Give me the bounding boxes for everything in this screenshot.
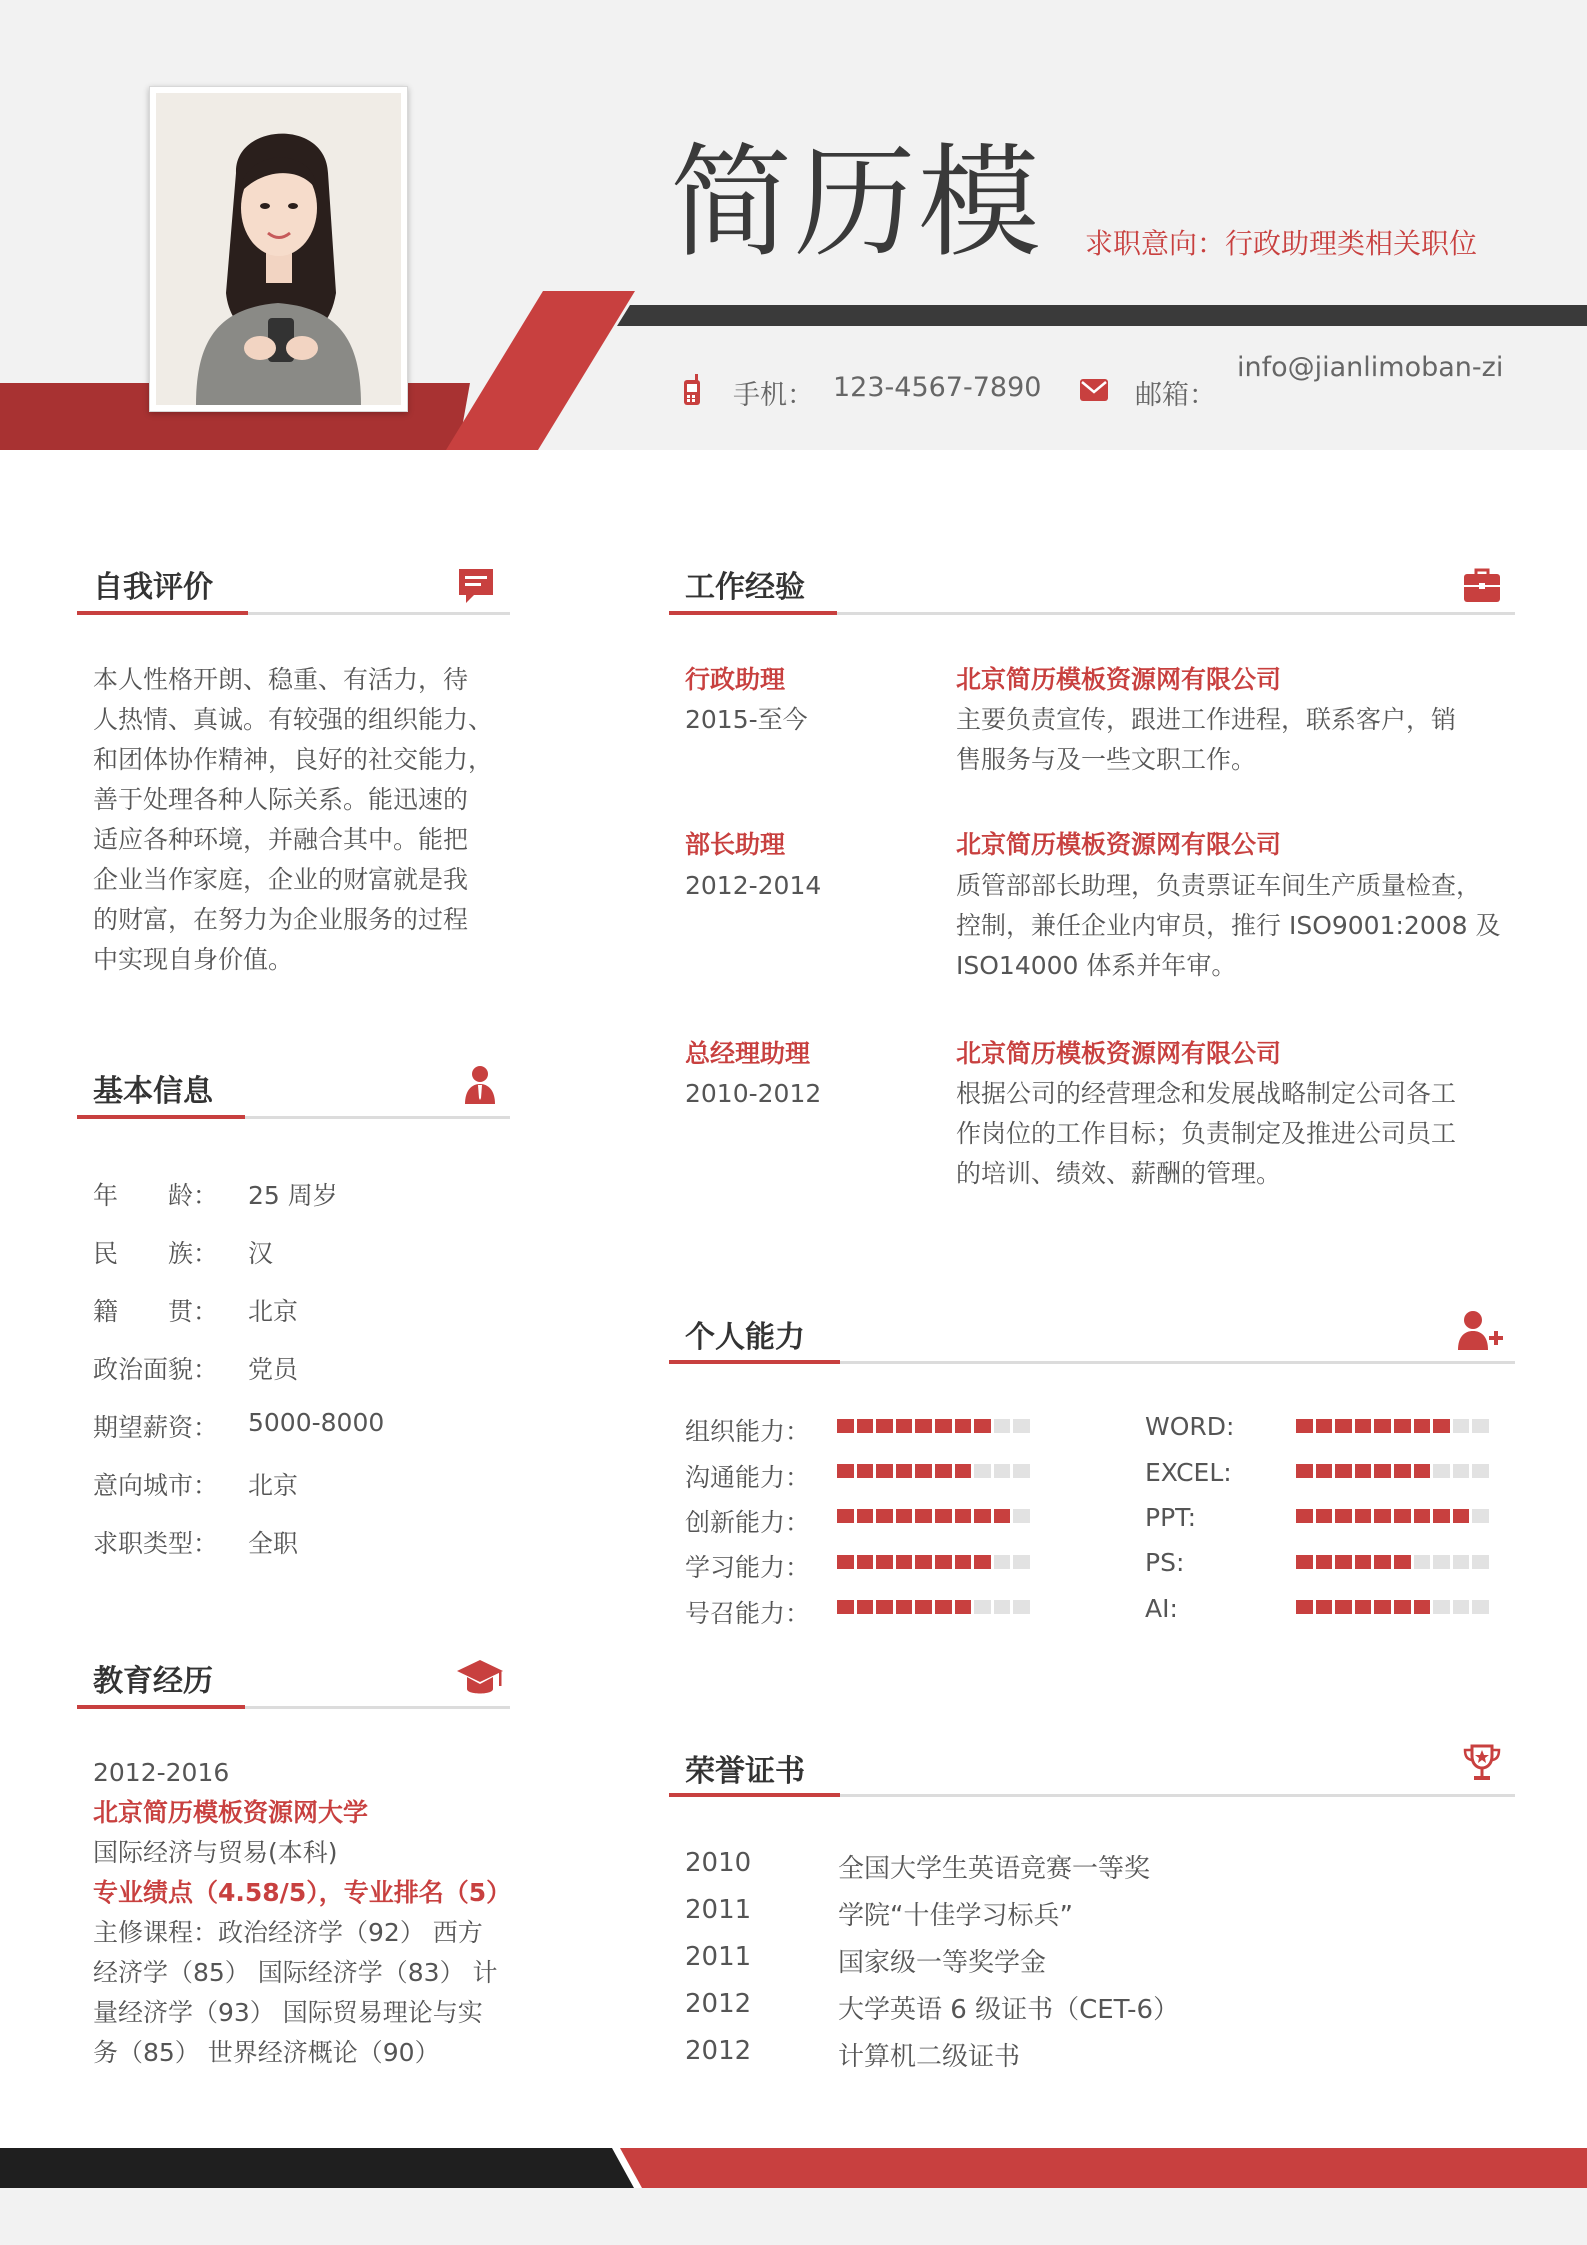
info-value-political: 党员: [248, 1355, 299, 1384]
skill-bar-segment: [955, 1509, 972, 1523]
email-value: info@jianlimoban-zi: [1237, 352, 1504, 383]
info-value-job-type: 全职: [248, 1529, 299, 1558]
skill-bar-segment: [1472, 1509, 1489, 1523]
skill-bar-segment: [1394, 1600, 1411, 1614]
self-eval-line: 适应各种环境，并融合其中。能把: [93, 825, 469, 854]
skill-bar-segment: [935, 1464, 952, 1478]
skill-bar-segment: [1414, 1509, 1431, 1523]
work-title: 工作经验: [685, 570, 805, 605]
skill-bar-segment: [1472, 1464, 1489, 1478]
skill-bar-segment: [1316, 1419, 1333, 1433]
skill-bar-segment: [1355, 1419, 1372, 1433]
info-label-job-type: 求职类型：: [93, 1529, 219, 1558]
skill-bar-segment: [837, 1555, 854, 1569]
skill-label: WORD:: [1145, 1412, 1235, 1441]
skill-bar-segment: [1394, 1464, 1411, 1478]
skill-bar-segment: [1453, 1509, 1470, 1523]
skill-bar-segment: [935, 1555, 952, 1569]
skill-bar-segment: [974, 1555, 991, 1569]
job-position: 部长助理: [685, 830, 786, 859]
skills-title: 个人能力: [685, 1320, 805, 1355]
honors-title: 荣誉证书: [685, 1754, 805, 1789]
honor-year: 2012: [685, 1989, 752, 2019]
job-company: 北京简历模板资源网有限公司: [956, 665, 1282, 694]
skill-bar-segment: [1414, 1555, 1431, 1569]
skill-bar: [1296, 1600, 1489, 1614]
skill-bar: [837, 1600, 1030, 1614]
skill-bar-segment: [896, 1419, 913, 1433]
education-course-line: 主修课程：政治经济学（92） 西方: [93, 1918, 483, 1947]
job-years: 2015-至今: [685, 705, 808, 734]
skill-bar-segment: [1355, 1555, 1372, 1569]
skill-bar-segment: [1316, 1600, 1333, 1614]
skill-bar-segment: [1453, 1419, 1470, 1433]
education-school: 北京简历模板资源网大学: [93, 1798, 369, 1827]
skill-bar-segment: [896, 1464, 913, 1478]
skill-label: EXCEL:: [1145, 1458, 1232, 1487]
job-years: 2010-2012: [685, 1079, 822, 1108]
graduation-cap-icon: [456, 1658, 504, 1698]
skill-bar-segment: [974, 1464, 991, 1478]
skill-bar: [837, 1419, 1030, 1433]
skill-bar-segment: [1414, 1600, 1431, 1614]
skill-bar-segment: [896, 1509, 913, 1523]
skill-bar-segment: [1394, 1555, 1411, 1569]
footer-decoration: [0, 2148, 1587, 2188]
skill-bar-segment: [994, 1464, 1011, 1478]
honor-year: 2010: [685, 1848, 752, 1878]
job-desc-line: 根据公司的经营理念和发展战略制定公司各工: [956, 1079, 1457, 1108]
job-position: 行政助理: [685, 665, 786, 694]
skill-bar-segment: [955, 1555, 972, 1569]
skill-bar-segment: [1013, 1509, 1030, 1523]
info-label-ethnicity: 民 族：: [93, 1239, 219, 1268]
job-company: 北京简历模板资源网有限公司: [956, 830, 1282, 859]
job-desc-line: 质管部部长助理，负责票证车间生产质量检查，: [956, 871, 1482, 900]
skill-bar-segment: [994, 1509, 1011, 1523]
skill-bar-segment: [1335, 1600, 1352, 1614]
skill-bar-segment: [974, 1509, 991, 1523]
skill-bar-segment: [935, 1419, 952, 1433]
skill-bar-segment: [1316, 1555, 1333, 1569]
skill-bar-segment: [1355, 1464, 1372, 1478]
job-desc-line: ISO14000 体系并年审。: [956, 951, 1237, 980]
skill-bar-segment: [1394, 1509, 1411, 1523]
skill-bar-segment: [1453, 1600, 1470, 1614]
skill-bar-segment: [915, 1600, 932, 1614]
honor-text: 大学英语 6 级证书（CET-6）: [838, 1995, 1180, 2025]
skill-bar-segment: [994, 1419, 1011, 1433]
info-value-hometown: 北京: [248, 1297, 299, 1326]
skill-bar-segment: [876, 1600, 893, 1614]
skill-bar-segment: [1433, 1600, 1450, 1614]
skill-bar: [837, 1464, 1030, 1478]
skill-bar-segment: [837, 1419, 854, 1433]
skill-bar-segment: [1355, 1509, 1372, 1523]
email-icon: [1080, 379, 1108, 401]
job-desc-line: 作岗位的工作目标；负责制定及推进公司员工: [956, 1119, 1457, 1148]
profile-photo-frame: [149, 86, 408, 412]
job-position: 总经理助理: [685, 1039, 811, 1068]
skill-bar-segment: [1335, 1509, 1352, 1523]
info-label-hometown: 籍 贯：: [93, 1297, 219, 1326]
job-company: 北京简历模板资源网有限公司: [956, 1039, 1282, 1068]
briefcase-icon: [1462, 566, 1502, 606]
skill-bar-segment: [1472, 1555, 1489, 1569]
skill-bar-segment: [876, 1419, 893, 1433]
skill-bar-segment: [1414, 1419, 1431, 1433]
skill-bar-segment: [1433, 1419, 1450, 1433]
honor-text: 国家级一等奖学金: [838, 1948, 1047, 1978]
info-value-city: 北京: [248, 1471, 299, 1500]
work-divider-accent: [669, 611, 837, 615]
skill-bar-segment: [1374, 1464, 1391, 1478]
trophy-icon: [1462, 1744, 1502, 1784]
basic-info-divider-accent: [77, 1115, 245, 1119]
info-label-political: 政治面貌：: [93, 1355, 219, 1384]
skill-bar-segment: [1335, 1419, 1352, 1433]
skill-bar-segment: [1013, 1419, 1030, 1433]
self-eval-line: 人热情、真诚。有较强的组织能力、: [93, 705, 494, 734]
skill-bar: [837, 1509, 1030, 1523]
self-eval-line: 中实现自身价值。: [93, 945, 294, 974]
job-desc-line: 的培训、绩效、薪酬的管理。: [956, 1159, 1282, 1188]
skill-bar-segment: [1433, 1555, 1450, 1569]
job-desc-line: 控制，兼任企业内审员，推行 ISO9001:2008 及: [956, 911, 1501, 940]
skill-bar-segment: [1472, 1600, 1489, 1614]
info-label-age: 年 龄：: [93, 1181, 219, 1210]
job-desc-line: 售服务与及一些文职工作。: [956, 745, 1257, 774]
self-eval-line: 和团体协作精神，良好的社交能力，: [93, 745, 494, 774]
skill-bar: [1296, 1509, 1489, 1523]
skill-bar-segment: [876, 1464, 893, 1478]
skill-bar-segment: [1355, 1600, 1372, 1614]
skill-bar: [837, 1555, 1030, 1569]
self-eval-line: 的财富，在努力为企业服务的过程: [93, 905, 469, 934]
skill-bar-segment: [1296, 1555, 1313, 1569]
skill-bar-segment: [1374, 1419, 1391, 1433]
skill-bar-segment: [915, 1509, 932, 1523]
phone-icon: [681, 374, 703, 406]
skill-bar-segment: [857, 1509, 874, 1523]
skill-bar: [1296, 1419, 1489, 1433]
skill-bar-segment: [1296, 1464, 1313, 1478]
header-slant-red: [446, 291, 635, 450]
skill-bar-segment: [1296, 1600, 1313, 1614]
skill-bar-segment: [1394, 1419, 1411, 1433]
skill-bar-segment: [1472, 1419, 1489, 1433]
self-eval-divider-accent: [77, 611, 248, 615]
skill-bar-segment: [915, 1555, 932, 1569]
honors-divider-accent: [669, 1793, 840, 1797]
skill-bar-segment: [1374, 1509, 1391, 1523]
education-gpa: 专业绩点（4.58/5），专业排名（5）: [93, 1878, 512, 1907]
job-description: [956, 700, 1516, 780]
honor-year: 2011: [685, 1942, 752, 1972]
skill-label: PPT:: [1145, 1503, 1197, 1532]
skill-bar: [1296, 1555, 1489, 1569]
self-eval-title: 自我评价: [93, 570, 213, 605]
skill-bar: [1296, 1464, 1489, 1478]
header-bar-dark: [617, 305, 1587, 326]
skill-bar-segment: [915, 1464, 932, 1478]
skill-bar-segment: [837, 1509, 854, 1523]
education-title: 教育经历: [93, 1664, 213, 1699]
email-label: 邮箱：: [1135, 380, 1216, 411]
skill-bar-segment: [1453, 1464, 1470, 1478]
job-intent: 求职意向：行政助理类相关职位: [1085, 227, 1478, 260]
education-course-line: 务（85） 世界经济概论（90）: [93, 2038, 440, 2067]
skill-bar-segment: [935, 1600, 952, 1614]
skill-bar-segment: [955, 1419, 972, 1433]
skill-bar-segment: [857, 1464, 874, 1478]
skill-bar-segment: [1013, 1555, 1030, 1569]
skill-label: 号召能力：: [685, 1599, 811, 1628]
phone-label: 手机：: [733, 380, 814, 411]
footer-background: [0, 2188, 1587, 2245]
info-value-age: 25 周岁: [248, 1181, 338, 1210]
education-course-line: 经济学（85） 国际经济学（83） 计: [93, 1958, 498, 1987]
skill-bar-segment: [1316, 1464, 1333, 1478]
skill-bar-segment: [1316, 1509, 1333, 1523]
honor-year: 2012: [685, 2036, 752, 2066]
info-value-salary: 5000-8000: [248, 1408, 385, 1437]
self-eval-line: 企业当作家庭，企业的财富就是我: [93, 865, 469, 894]
skill-bar-segment: [837, 1600, 854, 1614]
education-block: [93, 1753, 513, 2073]
info-value-ethnicity: 汉: [248, 1239, 274, 1268]
skill-bar-segment: [935, 1509, 952, 1523]
education-divider-accent: [77, 1705, 245, 1709]
job-description: [956, 1074, 1516, 1194]
skill-bar-segment: [1453, 1555, 1470, 1569]
skill-bar-segment: [1374, 1600, 1391, 1614]
skill-bar-segment: [974, 1600, 991, 1614]
skill-bar-segment: [1013, 1464, 1030, 1478]
honor-text: 学院“十佳学习标兵”: [838, 1901, 1073, 1931]
skill-bar-segment: [955, 1464, 972, 1478]
self-eval-text: [93, 660, 513, 980]
skill-bar-segment: [1414, 1464, 1431, 1478]
skill-label: AI:: [1145, 1594, 1178, 1623]
skill-bar-segment: [857, 1555, 874, 1569]
honor-text: 计算机二级证书: [838, 2042, 1021, 2072]
skill-label: 学习能力：: [685, 1553, 811, 1582]
job-desc-line: 主要负责宣传，跟进工作进程，联系客户，销: [956, 705, 1457, 734]
skill-bar-segment: [876, 1555, 893, 1569]
skill-bar-segment: [896, 1555, 913, 1569]
footer-band-dark: [0, 2148, 634, 2188]
info-label-salary: 期望薪资：: [93, 1413, 219, 1442]
honor-text: 全国大学生英语竞赛一等奖: [838, 1854, 1151, 1884]
skill-bar-segment: [1374, 1555, 1391, 1569]
user-plus-icon: [1458, 1310, 1504, 1352]
skill-label: 创新能力：: [685, 1508, 811, 1537]
user-icon: [460, 1064, 500, 1104]
skill-bar-segment: [1296, 1509, 1313, 1523]
skill-bar-segment: [955, 1600, 972, 1614]
skill-bar-segment: [974, 1419, 991, 1433]
skill-label: 组织能力：: [685, 1417, 811, 1446]
education-course-line: 量经济学（93） 国际贸易理论与实: [93, 1998, 483, 2027]
skill-label: 沟通能力：: [685, 1463, 811, 1492]
skill-bar-segment: [1013, 1600, 1030, 1614]
skill-bar-segment: [1433, 1464, 1450, 1478]
skill-bar-segment: [994, 1600, 1011, 1614]
job-description: [956, 866, 1516, 986]
footer-band-red: [620, 2148, 1587, 2188]
skill-bar-segment: [994, 1555, 1011, 1569]
profile-photo: [156, 93, 401, 405]
job-years: 2012-2014: [685, 871, 822, 900]
skill-bar-segment: [896, 1600, 913, 1614]
skills-divider-accent: [669, 1360, 840, 1364]
skill-bar-segment: [1335, 1555, 1352, 1569]
skill-bar-segment: [857, 1419, 874, 1433]
resume-name-title: 简历模: [670, 132, 1042, 274]
skill-bar-segment: [1296, 1419, 1313, 1433]
comment-icon: [456, 566, 496, 606]
basic-info-title: 基本信息: [93, 1074, 213, 1109]
self-eval-line: 善于处理各种人际关系。能迅速的: [93, 785, 469, 814]
skill-bar-segment: [857, 1600, 874, 1614]
skill-bar-segment: [1433, 1509, 1450, 1523]
education-major: 国际经济与贸易(本科): [93, 1838, 338, 1867]
skill-bar-segment: [1335, 1464, 1352, 1478]
skill-label: PS:: [1145, 1548, 1185, 1577]
phone-value: 123-4567-7890: [833, 372, 1042, 403]
skill-bar-segment: [915, 1419, 932, 1433]
self-eval-line: 本人性格开朗、稳重、有活力，待: [93, 665, 469, 694]
honor-year: 2011: [685, 1895, 752, 1925]
info-label-city: 意向城市：: [93, 1471, 219, 1500]
education-years: 2012-2016: [93, 1758, 230, 1787]
skill-bar-segment: [837, 1464, 854, 1478]
skill-bar-segment: [876, 1509, 893, 1523]
